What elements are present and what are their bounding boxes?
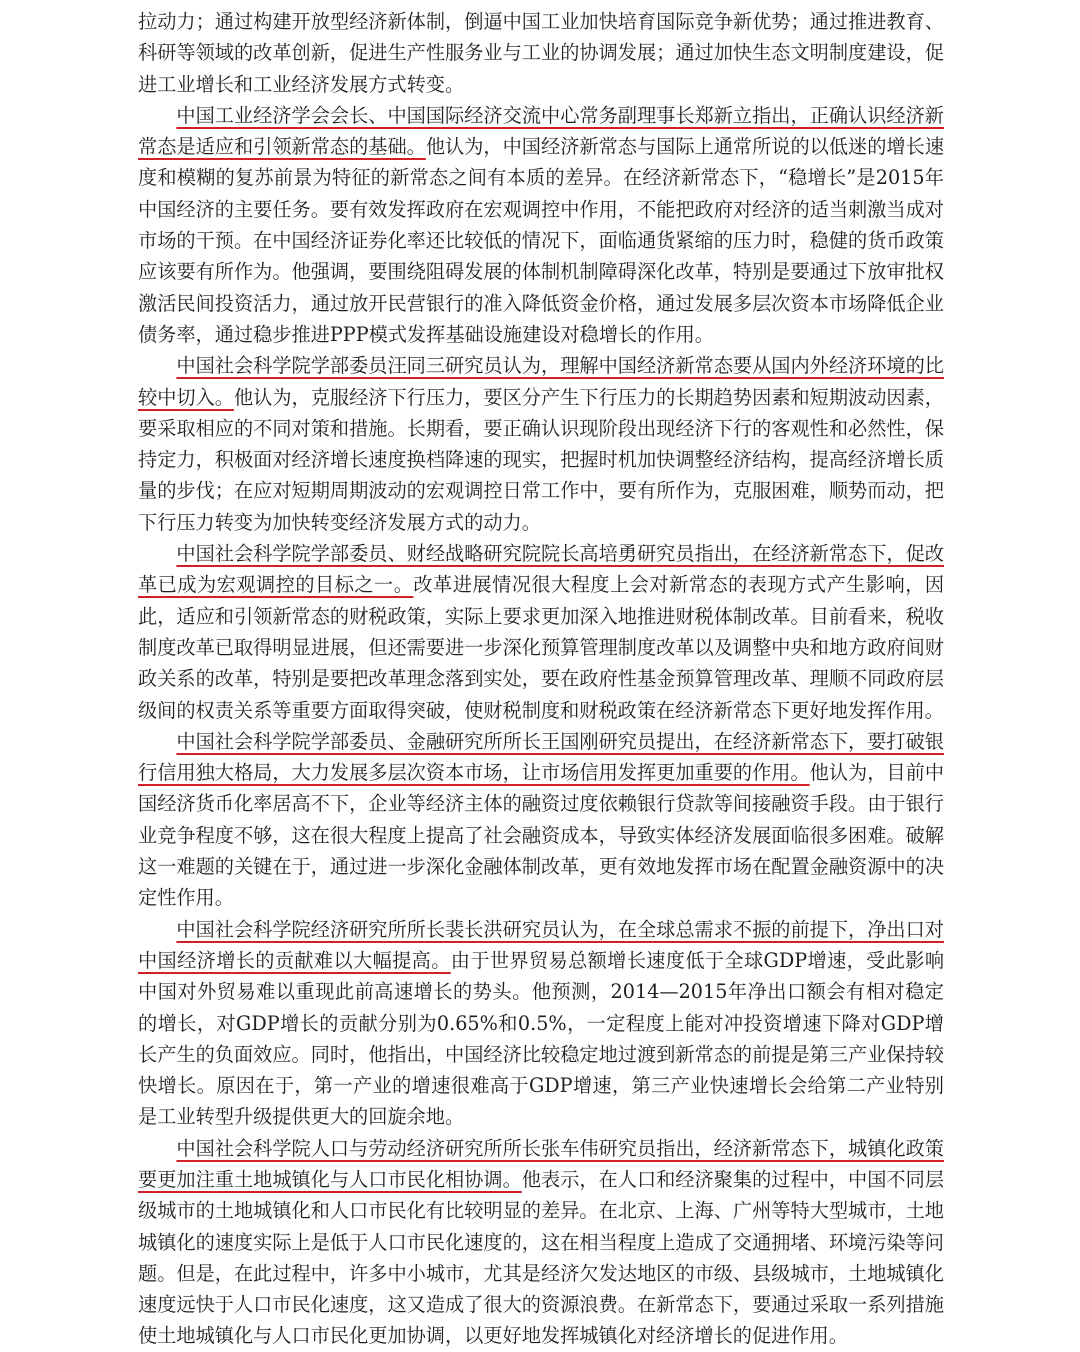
paragraph-7 bbox=[138, 1133, 944, 1352]
paragraph-7-highlight: 中国社会科学院人口与劳动经济研究所所长张车伟研究员指出，经济新常态下，城镇化政策要更加注重土地城镇化与人口市民化相协调。 bbox=[138, 1136, 944, 1191]
paragraph-5-highlight: 中国社会科学院学部委员、金融研究所所长王国刚研究员提出，在经济新常态下，要打破银行信用独大格局，大力发展多层次资本市场，让市场信用发挥更加重要的作用。 bbox=[138, 729, 944, 785]
paragraph-1 bbox=[138, 6, 944, 100]
paragraph-3 bbox=[138, 350, 944, 538]
paragraph-6 bbox=[138, 914, 944, 1133]
paragraph-2-text: 他认为，中国经济新常态与国际上通常所说的以低迷的增长速度和模糊的复苏前景为特征的新常态之间有本质的差异。在经济新常态下，“稳增长”是2015年中国经济的主要任务。要有效发挥政府在宏观调控中作用，不能把政府对经济的适当刺激当成对市场的干预。在中国经济证券化率还比较低的情况下，面临通货紧缩的压力时，稳健的货币政策应该要有所作为。他强调，要围绕阻碍发展的体制机制障碍深化改革，特别是要通过下放审批权激活民间投资活力，通过放开民营银行的准入降低资金价格，通过发展多层次资本市场降低企业债务率，通过稳步推进PPP模式发挥基础设施建设对稳增长的作用。 bbox=[138, 135, 945, 346]
article-body bbox=[138, 6, 944, 1352]
paragraph-3-highlight: 中国社会科学院学部委员汪同三研究员认为，理解中国经济新常态要从国内外经济环境的比较中切入。 bbox=[138, 354, 944, 409]
paragraph-5 bbox=[138, 726, 944, 914]
paragraph-6-text: 由于世界贸易总额增长速度低于全球GDP增速，受此影响中国对外贸易难以重现此前高速增长的势头。他预测，2014—2015年净出口额会有相对稳定的增长，对GDP增长的贡献分别为0.65%和0.5%，一定程度上能对冲投资增速下降对GDP增长产生的负面效应。同时，他指出，中国经济比较稳定地过渡到新常态的前提是第三产业保持较快增长。原因在于，第一产业的增速很难高于GDP增速，第三产业快速增长会给第二产业特别是工业转型升级提供更大的回旋余地。 bbox=[138, 948, 945, 1129]
paragraph-7-text: 他表示，在人口和经济聚集的过程中，中国不同层级城市的土地城镇化和人口市民化有比较明显的差异。在北京、上海、广州等特大型城市，土地城镇化的速度实际上是低于人口市民化速度的，这在相当程度上造成了交通拥堵、环境污染等问题。但是，在此过程中，许多中小城市，尤其是经济欠发达地区的市级、县级城市，土地城镇化速度远快于人口市民化速度，这又造成了很大的资源浪费。在新常态下，要通过采取一系列措施使土地城镇化与人口市民化更加协调，以更好地发挥城镇化对经济增长的促进作用。 bbox=[138, 1167, 945, 1348]
paragraph-4 bbox=[138, 538, 944, 726]
paragraph-2 bbox=[138, 100, 944, 350]
paragraph-2-highlight: 中国工业经济学会会长、中国国际经济交流中心常务副理事长郑新立指出，正确认识经济新常态是适应和引领新常态的基础。 bbox=[138, 103, 944, 159]
paragraph-5-text: 他认为，目前中国经济货币化率居高不下，企业等经济主体的融资过度依赖银行贷款等间接融资手段。由于银行业竞争程度不够，这在很大程度上提高了社会融资成本，导致实体经济发展面临很多困难。破解这一难题的关键在于，通过进一步深化金融体制改革，更有效地发挥市场在配置金融资源中的决定性作用。 bbox=[138, 761, 945, 910]
paragraph-1-text: 拉动力；通过构建开放型经济新体制，倒逼中国工业加快培育国际竞争新优势；通过推进教育、科研等领域的改革创新，促进生产性服务业与工业的协调发展；通过加快生态文明制度建设，促进工业增长和工业经济发展方式转变。 bbox=[138, 10, 944, 96]
paragraph-4-highlight: 中国社会科学院学部委员、财经战略研究院院长高培勇研究员指出，在经济新常态下，促改革已成为宏观调控的目标之一。 bbox=[138, 542, 944, 597]
paragraph-3-text: 他认为，克服经济下行压力，要区分产生下行压力的长期趋势因素和短期波动因素，要采取相应的不同对策和措施。长期看，要正确认识现阶段出现经济下行的客观性和必然性，保持定力，积极面对经济增长速度换档降速的现实，把握时机加快调整经济结构，提高经济增长质量的步伐；在应对短期周期波动的宏观调控日常工作中，要有所作为，克服困难，顺势而动，把下行压力转变为加快转变经济发展方式的动力。 bbox=[138, 385, 944, 534]
paragraph-6-highlight: 中国社会科学院经济研究所所长裴长洪研究员认为，在全球总需求不振的前提下，净出口对中国经济增长的贡献难以大幅提高。 bbox=[138, 917, 944, 972]
paragraph-4-text: 改革进展情况很大程度上会对新常态的表现方式产生影响，因此，适应和引领新常态的财税政策，实际上要求更加深入地推进财税体制改革。目前看来，税收制度改革已取得明显进展，但还需要进一步深化预算管理制度改革以及调整中央和地方政府间财政关系的改革，特别是要把改革理念落到实处，要在政府性基金预算管理改革、理顺不同政府层级间的权责关系等重要方面取得突破，使财税制度和财税政策在经济新常态下更好地发挥作用。 bbox=[138, 573, 945, 722]
